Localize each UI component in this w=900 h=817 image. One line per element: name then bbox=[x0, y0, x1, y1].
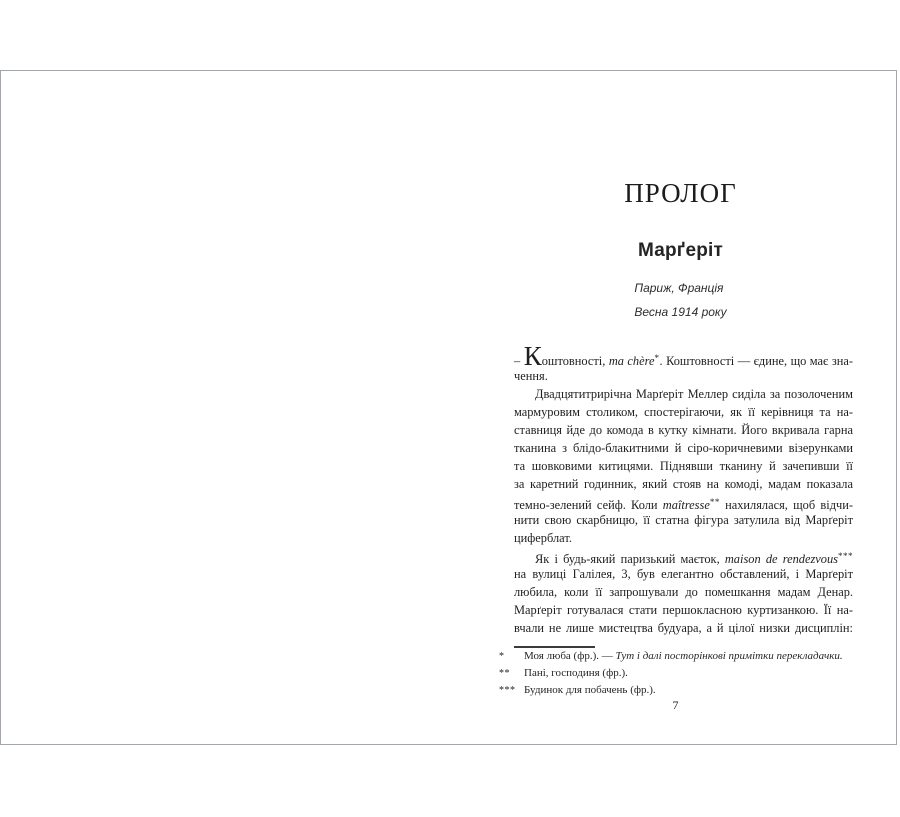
body-line bbox=[514, 583, 853, 601]
dateline-block bbox=[634, 276, 726, 324]
text-run: Двадцятитрирічна Марґеріт Меллер сиділа за позолоченим bbox=[535, 387, 853, 401]
footnote-text bbox=[524, 665, 859, 682]
text-run: Моя люба (фр.). — bbox=[524, 650, 616, 662]
footnote bbox=[499, 648, 859, 665]
left-page bbox=[1, 71, 449, 744]
italic-run: maison de rendezvous bbox=[724, 552, 838, 566]
body-line bbox=[514, 457, 853, 475]
book-spread bbox=[0, 70, 897, 745]
text-run: . Коштовності — єдине, що має зна- bbox=[659, 354, 853, 368]
body-line bbox=[514, 421, 853, 439]
footnote-marker: * bbox=[499, 651, 505, 662]
footnote-text bbox=[524, 648, 859, 665]
footnote-reference-mark: * bbox=[654, 353, 660, 363]
body-line bbox=[514, 601, 853, 619]
body-line bbox=[514, 403, 853, 421]
text-run: Пані, господиня (фр.). bbox=[524, 667, 628, 679]
footnote bbox=[499, 682, 859, 699]
text-run: темно-зелений сейф. Коли bbox=[514, 498, 663, 512]
body-line bbox=[514, 511, 853, 529]
text-run: Будинок для побачень (фр.). bbox=[524, 684, 656, 696]
footnote-reference-mark: *** bbox=[838, 551, 853, 561]
dateline bbox=[465, 276, 896, 324]
text-run: за каретний годинник, який стояв на комоді, мадам показала bbox=[514, 477, 853, 491]
text-run: нити свою скарбницю, її статна фігура затулила від Марґеріт bbox=[514, 513, 853, 527]
body-line bbox=[514, 619, 853, 637]
text-run: – bbox=[514, 354, 524, 368]
section-title: Марґеріт bbox=[637, 240, 724, 261]
dateline-line: Весна 1914 року bbox=[634, 305, 727, 319]
text-run: любила, коли її запрошували до помешкання мадам Денар. bbox=[514, 585, 853, 599]
body-line bbox=[514, 475, 853, 493]
body-line bbox=[514, 493, 853, 511]
page-number: 7 bbox=[672, 698, 679, 712]
chapter-title: ПРОЛОГ bbox=[624, 178, 737, 208]
footnote-marker: *** bbox=[499, 685, 516, 696]
body-line bbox=[514, 565, 853, 583]
footnote-reference-mark: ** bbox=[709, 497, 720, 507]
right-page bbox=[449, 71, 896, 744]
text-run: на вулиці Галілея, 3, був елегантно обставлений, і Марґеріт bbox=[514, 567, 853, 581]
body-line bbox=[514, 385, 853, 403]
footnote-text bbox=[524, 682, 859, 699]
body-line bbox=[514, 439, 853, 457]
footnote-marker: ** bbox=[499, 668, 510, 679]
text-run: вчали не лише мистецтва будуара, а й цілої низки дисциплін: bbox=[514, 621, 853, 635]
text-run: ставниця йде до комода в кутку кімнати. Його вкривала гарна bbox=[514, 423, 853, 437]
text-run: тканина з блідо-блакитними й сіро-коричневими візерунками bbox=[514, 441, 853, 455]
footnote bbox=[499, 665, 859, 682]
body-line bbox=[514, 529, 853, 547]
text-run: Як і будь-який паризький маєток, bbox=[535, 552, 725, 566]
text-run: мармуровим столиком, спостерігаючи, як її керівниця та на- bbox=[514, 405, 853, 419]
body-text bbox=[514, 341, 853, 637]
italic-run: ma chère bbox=[608, 354, 655, 368]
body-line bbox=[514, 547, 853, 565]
italic-run: Тут і далі посторінкові примітки перекладачки. bbox=[615, 650, 843, 662]
text-run: Марґеріт готувалася стати першокласною куртизанкою. Її на- bbox=[514, 603, 853, 617]
initial-capital: К bbox=[523, 341, 542, 371]
italic-run: maîtresse bbox=[662, 498, 710, 512]
text-run: циферблат. bbox=[514, 531, 572, 545]
text-run: оштовності, bbox=[541, 354, 609, 368]
body-line bbox=[514, 341, 853, 371]
text-run: та шовковими китицями. Піднявши тканину й зачепивши її bbox=[514, 459, 853, 473]
text-run: нахилялася, щоб відчи- bbox=[719, 498, 853, 512]
body-line bbox=[514, 367, 853, 385]
footnotes bbox=[499, 648, 859, 699]
dateline-line: Париж, Франція bbox=[634, 281, 724, 295]
text-run: чення. bbox=[514, 369, 548, 383]
